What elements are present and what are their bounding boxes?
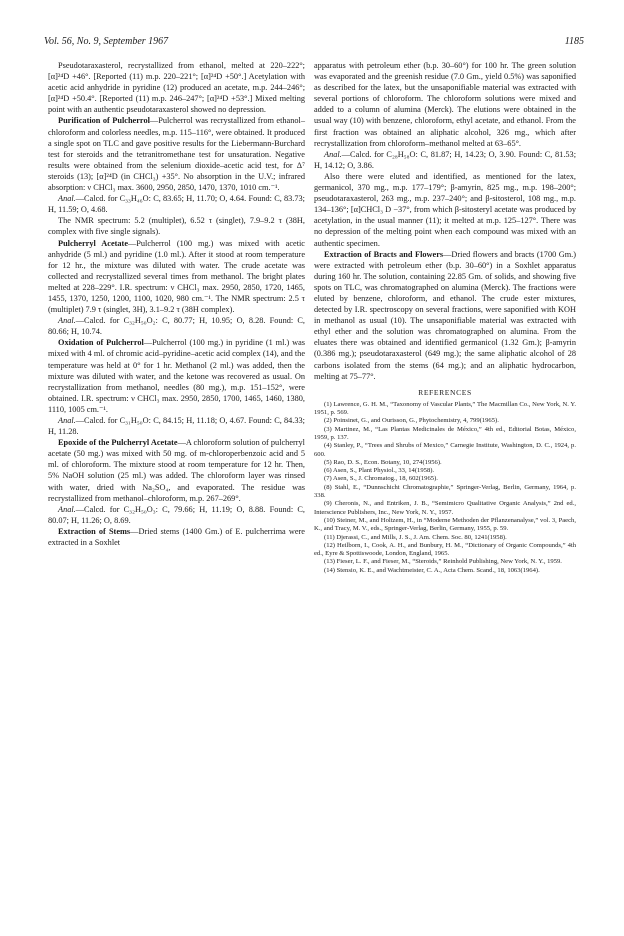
reference-item: (7) Asen, S., J. Chromatog., 18, 602(1965). xyxy=(324,475,438,483)
paragraph-eluted-compounds: Also there were eluted and identified, as mentioned for the latex, germanicol, 370 mg., m.p. 177–179°; β-amyrin, 825 mg., m.p. 198–200°; pseudotaraxasterol, 263 mg., m.p. 237–240°; and β-sitosterol, 108 mg., m.p. 134–136°; [α]CHCl₃ D −37°, from which β-sitosteryl acetate was produced by acetylation, in the usual manner (11); it melted at m.p. 125–127°. There was no depression of the melting point when each compound was mixed with an authentic specimen. xyxy=(314,171,576,248)
paragraph-epoxide xyxy=(48,437,305,504)
paragraph-text: —Calcd. for C₃₃H₄₆O: C, 83.65; H, 11.70; O, 4.64. Found: C, 83.73; H, 11.59; O, 4.68. xyxy=(48,194,305,215)
paragraph-extraction-bracts xyxy=(314,249,576,382)
paragraph-analysis xyxy=(314,149,576,171)
paragraph-text: —Calcd. for C₃₂H₅₀O₃: C, 79.66; H, 11.19; O, 8.88. Found: C, 80.07; H, 11.26; O, 8.69. xyxy=(48,504,305,525)
section-heading: Extraction of Stems xyxy=(58,526,131,536)
left-column xyxy=(48,60,305,548)
paragraph-analysis xyxy=(48,504,305,526)
reference-item: (3) Martinez, M., “Las Plantas Medicinales de México,” 4th ed., Editorial Botas, México, 1959, p. 137. xyxy=(314,425,576,441)
reference-item: (2) Poinsinet, G., and Ourisson, G., Phytochemistry, 4, 799(1965). xyxy=(324,417,499,425)
paragraph-analysis xyxy=(48,315,305,337)
reference-item: (14) Stensio, K. E., and Wachtmeister, C. A., Acta Chem. Scand., 18, 1063(1964). xyxy=(324,566,540,574)
references-heading: REFERENCES xyxy=(418,387,472,397)
reference-list xyxy=(314,401,576,575)
reference-item: (4) Stanley, P., “Trees and Shrubs of Mexico,” Carnegie Institute, Washington, D. C., 1924, p. 600. xyxy=(314,442,576,458)
paragraph-text: —Calcd. for C₃₁H₅₀O: C, 84.15; H, 11.18; O, 4.67. Found: C, 84.33; H, 11.28. xyxy=(48,416,305,437)
reference-item: (10) Steiner, M., and Holtzem, H., in “Moderne Methoden der Pflanzenanalyse,” vol. 3, Paech, K., and Tracy, M. V., eds., Springer-Verlag, Berlin, Germany, 1955, p. 59. xyxy=(314,516,576,533)
analysis-label: Anal. xyxy=(58,194,76,204)
reference-item: (13) Fieser, L. F., and Fieser, M., “Steroids,” Reinhold Publishing, New York, N. Y., 1959. xyxy=(324,558,562,566)
paragraph-text: —A chloroform solution of pulcherryl acetate (50 mg.) was mixed with 50 mg. of m-chloroperbenzoic acid and 5 ml. of chloroform. The mixture stood at room temperature for 12 hr. Then, 5% NaOH solution (25 ml.) was added. The chloroform layer was rinsed with water, dried with Na₂SO₄, and evaporated. The residue was recrystallized from methanol–chloroform, m.p. 267–269°. xyxy=(48,438,305,503)
paragraph-nmr: The NMR spectrum: 5.2 (multiplet), 6.52 τ (singlet), 7.9–9.2 τ (38H, complex with five single signals). xyxy=(48,216,305,237)
page-number: 1185 xyxy=(564,36,584,47)
paragraph-text: —Calcd. for C₂₈H₅₈O: C, 81.87; H, 14.23; O, 3.90. Found: C, 81.53; H, 14.12; O, 3.86. xyxy=(314,149,576,170)
section-heading: Extraction of Bracts and Flowers xyxy=(324,249,444,259)
section-heading: Epoxide of the Pulcherryl Acetate xyxy=(58,438,178,448)
analysis-label: Anal. xyxy=(58,316,76,326)
paragraph-text: —Dried stems (1400 Gm.) of E. pulcherrima were extracted in a Soxhlet xyxy=(48,526,305,548)
section-heading: Oxidation of Pulcherrol xyxy=(58,338,144,348)
paragraph-text: —Dried flowers and bracts (1700 Gm.) were extracted with petroleum ether (b.p. 30–60°) in a Soxhlet apparatus during 160 hr. The solution, containing 22.85 Gm. of solids, and showing five spots on TLC, was chromatographed on alumina (Merck). The fractions were eluted by benzene, chloroform, and ethanol. The crude ester mixtures, detected by I.R. spectroscopy on several fractions, were saponified with KOH in methanol as usual (10). The unsaponifiable material was extracted with ethyl ether and the solution was chromatographed on alumina. From the eluates there was obtained and identified germanicol (1.32 Gm.); β-amyrin (0.386 mg.); pseudotaraxasterol (649 mg.); the same aliphatic alcohol of 28 carbons isolated from the stems (64 mg.); and an aliphatic hydrocarbon, melting at 75–77°. xyxy=(314,249,576,381)
paragraph-pseudotaraxasterol: Pseudotaraxasterol, recrystallized from ethanol, melted at 220–222°; [α]²⁴D +46°. [Reported (11) m.p. 220–221°; [α]²⁴D +50°.] Acetylation with acetic acid anhydride in pyridine (12) produced an acetate, m.p. 244–246°; [α]²⁴D +50.4°. [Reported (11) m.p. 246–247°; [α]²⁴D +53°.] Mixed melting point with an authentic pseudotaraxasterol showed no depression. xyxy=(48,61,305,115)
paragraph-purification xyxy=(48,115,305,193)
journal-volume-info: Vol. 56, No. 9, September 1967 xyxy=(44,36,169,47)
running-header xyxy=(44,36,584,52)
reference-item: (5) Rao, D. S., Econ. Botany, 10, 274(1956). xyxy=(324,458,442,466)
reference-item: (1) Lawrence, G. H. M., “Taxonomy of Vascular Plants,” The Macmillan Co., New York, N. Y. 1951, p. 569. xyxy=(314,400,576,417)
paragraph-text: —Pulcherrol (100 mg.) was mixed with acetic anhydride (5 ml.) and pyridine (1.0 ml.). After it stood at room temperature for 12 hr., the mixture was diluted with water. The crude acetate was collected and recrystallized several times from methanol. The bright plates melted at 228–229°. I.R. spectrum: ν CHCl₃ max. 2950, 2850, 1720, 1465, 1455, 1370, 1250, 1200, 1100, 1020, 980 cm.⁻¹. The NMR spectrum: 2.5 τ (multiplet) 7.9 τ (singlet, 3H), 3.1–9.2 τ (38H complex). xyxy=(48,238,305,315)
analysis-label: Anal. xyxy=(58,416,76,425)
reference-item: (8) Stahl, E., “Dunnschicht Chromatographie,” Springer-Verlag, Berlin, Germany, 1964, p. 338. xyxy=(314,483,576,500)
paragraph-oxidation xyxy=(48,337,305,415)
paragraph-text: —Pulcherrol was recrystallized from ethanol–chloroform and colorless needles, m.p. 115–116°, were obtained. It produced a single spot on TLC and gave positive results for the Liebermann-Burchard test for steroids and the tetranitromethane test for unsaturation. Negative results were obtained from the selenium dioxide–acetic acid test, for Δ⁷ steroids (13); [α]²⁴D (in CHCl₃) +35°. No absorption in the U.V.; infrared absorption: ν CHCl₃ max. 3600, 2950, 2850, 1470, 1370, 1010 cm.⁻¹. xyxy=(48,116,305,193)
section-heading: Pulcherryl Acetate xyxy=(58,238,128,248)
paragraph-continuation: apparatus with petroleum ether (b.p. 30–60°) for 100 hr. The green solution was evaporated and the greenish residue (7.0 Gm., yield 0.5%) was saponified as described for the latex, but the unsaponifiable material was extracted with several portions of chloroform. The chloroform solutions were mixed and added to a column of alumina (Merck). The elutions were obtained in the usual way (10) with benzene, chloroform, ethyl acetate, and ethanol. From the first fraction was obtained an aliphatic alcohol, 326 mg., which after recrystallization from chloroform–methanol melted at 63–65°. xyxy=(314,61,576,148)
paragraph-text: —Calcd. for C₃₂H₅₀O₂: C, 80.77; H, 10.95; O, 8.28. Found: C, 80.66; H, 10.74. xyxy=(48,316,305,337)
paragraph-extraction-stems xyxy=(48,526,305,548)
analysis-label: Anal. xyxy=(324,149,342,159)
paragraph-analysis xyxy=(48,193,305,215)
reference-item: (9) Cheronis, N., and Entriken, J. B., “Semimicro Qualitative Organic Analysis,” 2nd ed., Interscience Publishers, Inc., New York, N. Y., 1957. xyxy=(314,500,576,516)
section-heading: Purification of Pulcherrol xyxy=(58,116,150,126)
paragraph-analysis xyxy=(48,415,305,437)
reference-item: (6) Asen, S., Plant Physiol., 33, 14(1958). xyxy=(324,467,435,475)
right-column xyxy=(314,60,576,575)
paragraph-text: —Pulcherrol (100 mg.) in pyridine (1 ml.) was mixed with 4 ml. of chromic acid–pyridine–acetic acid complex (14), and the temperature was held at 0° for 1 hr. Methanol (2 ml.) was added, then the mixture was diluted with water, and the ketone was recovered as usual. On recrystallization from methanol, needles (80 mg.), m.p. 151–152°, were obtained. I.R. spectrum: ν CHCl₃ max. 2950, 2850, 1700, 1465, 1460, 1380, 1110, 1005 cm.⁻¹. xyxy=(48,338,305,414)
paragraph-pulcherryl-acetate xyxy=(48,238,305,316)
reference-item: (11) Djerassi, C., and Mills, J. S., J. Am. Chem. Soc. 80, 1241(1958). xyxy=(324,533,507,541)
analysis-label: Anal. xyxy=(58,504,76,514)
reference-item: (12) Heilborn, I., Cook, A. H., and Bunbury, H. M., “Dictionary of Organic Compounds,” 4th ed., Eyre & Spottiswoode, London, England, 1965. xyxy=(314,541,576,558)
